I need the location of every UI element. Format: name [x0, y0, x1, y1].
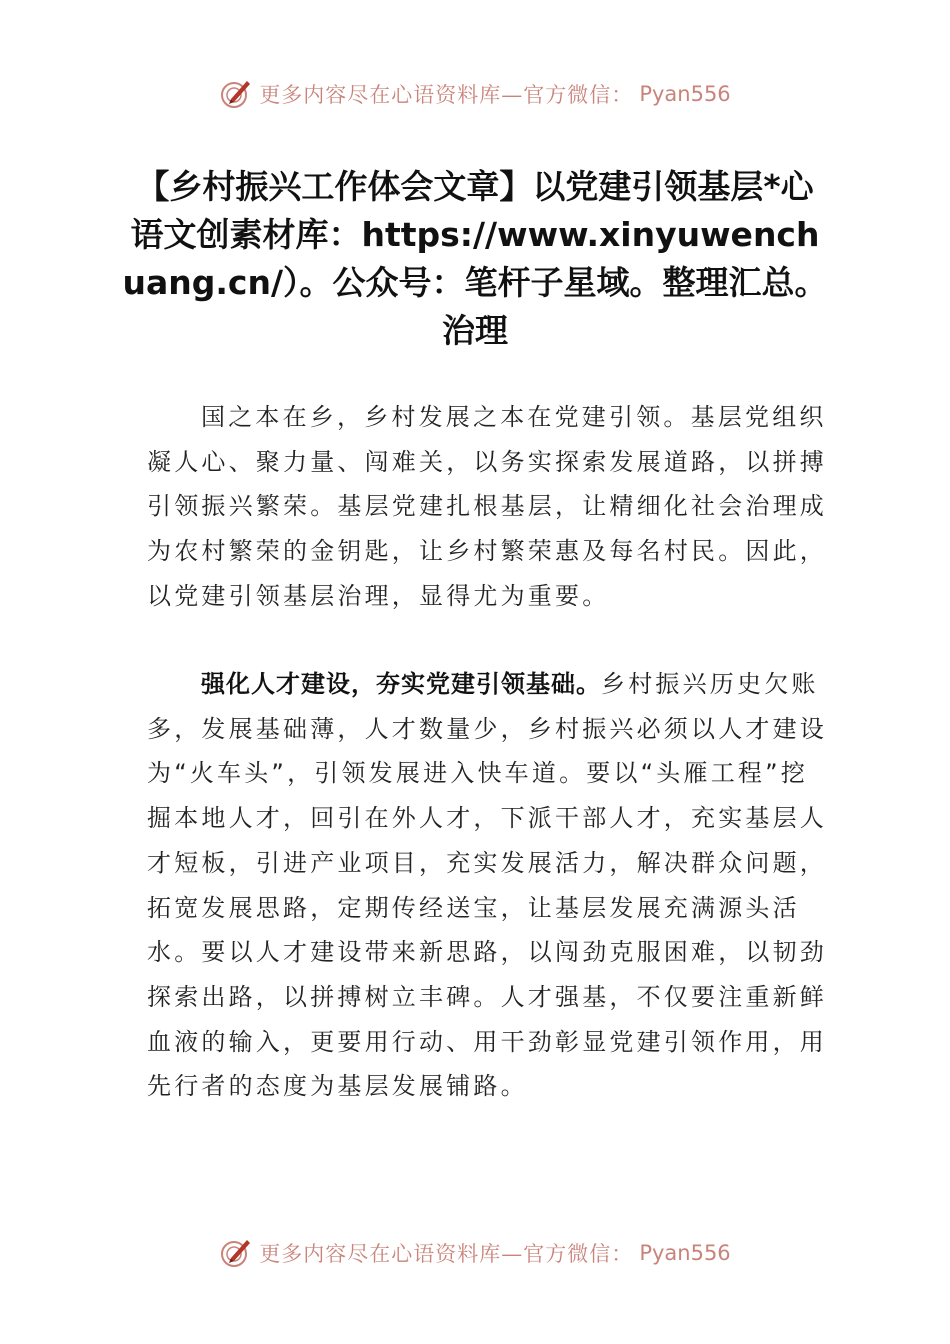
- paragraph-body: 乡村振兴历史欠账多，发展基础薄，人才数量少，乡村振兴必须以人才建设为“火车头”，引领发展进入快车道。要以“头雁工程”挖掘本地人才，回引在外人才，下派干部人才，充实基层人才短板，引进产业项目，充实发展活力，解决群众问题，拓宽发展思路，定期传经送宝，让基层发展充满源头活水。要以人才建设带来新思路，以闯劲克服困难，以韧劲探索出路，以拼搏树立丰碑。人才强基，不仅要注重新鲜血液的输入，更要用行动、用干劲彰显党建引领作用，用先行者的态度为基层发展铺路。: [147, 670, 827, 1101]
- watermark-text: 更多内容尽在心语资料库—官方微信：: [259, 83, 634, 107]
- watermark-text: 更多内容尽在心语资料库—官方微信：: [259, 1242, 634, 1266]
- paragraph-intro: [147, 395, 827, 619]
- pen-nib-seal-icon: [219, 1236, 253, 1270]
- header-watermark: [0, 74, 950, 114]
- paragraph-talent: [147, 662, 827, 1109]
- watermark-wechat-id: Pyan556: [639, 82, 731, 106]
- pen-nib-seal-icon: [219, 77, 253, 111]
- paragraph-body: 国之本在乡，乡村发展之本在党建引领。基层党组织凝人心、聚力量、闯难关，以务实探索发展道路，以拼搏引领振兴繁荣。基层党建扎根基层，让精细化社会治理成为农村繁荣的金钥匙，让乡村繁荣惠及每名村民。因此，以党建引领基层治理，显得尤为重要。: [147, 403, 827, 610]
- watermark-wechat-id: Pyan556: [639, 1241, 731, 1265]
- footer-watermark: [0, 1233, 950, 1273]
- document-title: 【乡村振兴工作体会文章】以党建引领基层*心语文创素材库：https://www.xinyuwenchuang.cn/）。公众号：笔杆子星域。整理汇总。治理: [122, 167, 828, 350]
- paragraph-lead-heading: 强化人才建设，夯实党建引领基础。: [201, 670, 601, 698]
